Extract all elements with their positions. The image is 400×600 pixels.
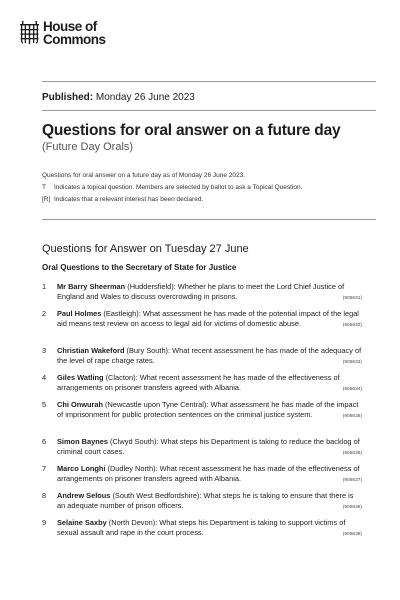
question-body bbox=[57, 491, 362, 513]
question-constituency: (Huddersfield): bbox=[125, 282, 178, 291]
sub-heading: Oral Questions to the Secretary of State for Justice bbox=[42, 263, 237, 272]
note-topical bbox=[42, 182, 376, 194]
page-subtitle: (Future Day Orals) bbox=[42, 141, 134, 153]
question-item bbox=[42, 491, 362, 513]
question-reference: (905637) bbox=[342, 478, 362, 483]
question-body bbox=[57, 282, 362, 304]
question-body bbox=[57, 437, 362, 459]
question-number: 9 bbox=[42, 518, 47, 527]
question-member: Mr Barry Sheerman bbox=[57, 282, 126, 291]
question-item bbox=[42, 437, 362, 459]
page-title: Questions for oral answer on a future day bbox=[42, 122, 341, 139]
question-reference: (905635) bbox=[342, 414, 362, 419]
question-text: What recent assessment he has made of the effectiveness of arrangements on prisoner transfers agreed with Albania. bbox=[57, 373, 340, 392]
question-constituency: (Eastleigh): bbox=[101, 309, 143, 318]
note-key: [R] bbox=[42, 196, 51, 203]
question-body bbox=[57, 464, 362, 486]
question-constituency: (Bury South): bbox=[124, 346, 173, 355]
question-member: Paul Holmes bbox=[57, 309, 102, 318]
question-constituency: (Clacton): bbox=[103, 373, 140, 382]
question-body bbox=[57, 373, 362, 395]
published-date: Monday 26 June 2023 bbox=[95, 92, 195, 103]
question-body bbox=[57, 518, 362, 540]
note-relevant-interest bbox=[42, 194, 376, 206]
question-number: 4 bbox=[42, 373, 47, 382]
divider-published bbox=[42, 110, 376, 111]
question-member: Chi Onwurah bbox=[57, 400, 103, 409]
question-member: Andrew Selous bbox=[57, 491, 111, 500]
question-reference: (905632) bbox=[342, 323, 362, 328]
question-reference: (905633) bbox=[342, 360, 362, 365]
section-heading: Questions for Answer on Tuesday 27 June bbox=[42, 243, 249, 255]
question-body bbox=[57, 400, 362, 422]
note-text: Indicates a topical question. Members are selected by ballot to ask a Topical Question. bbox=[54, 184, 303, 191]
question-text: What steps he is taking to ensure that there is an adequate number of prison officers. bbox=[57, 491, 354, 510]
intro-line: Questions for oral answer on a future day as of Monday 26 June 2023. bbox=[42, 172, 246, 179]
question-item bbox=[42, 373, 362, 395]
question-item bbox=[42, 518, 362, 540]
question-text: What steps his Department is taking to support victims of sexual assault and rape in the court process. bbox=[57, 518, 346, 537]
question-text: What steps his Department is taking to reduce the backlog of criminal court cases. bbox=[57, 437, 360, 456]
question-text: What assessment he has made of the impact of imprisonment for public protection sentences on the criminal justice system. bbox=[57, 400, 359, 419]
logo-wordmark bbox=[43, 21, 106, 46]
note-text: Indicates that a relevant interest has been declared. bbox=[54, 196, 204, 203]
question-number: 2 bbox=[42, 309, 47, 318]
question-number: 7 bbox=[42, 464, 47, 473]
question-reference: (905636) bbox=[342, 451, 362, 456]
question-item bbox=[42, 346, 362, 368]
question-item bbox=[42, 282, 362, 304]
question-constituency: (North Devon): bbox=[106, 518, 160, 527]
question-constituency: (Clwyd South): bbox=[107, 437, 161, 446]
question-number: 1 bbox=[42, 282, 47, 291]
question-item bbox=[42, 464, 362, 486]
intro-block bbox=[42, 170, 376, 206]
question-text: What recent assessment he has made of the adequacy of the level of rape charge rates. bbox=[57, 346, 362, 365]
published-label: Published: bbox=[42, 92, 94, 103]
question-text: Whether he plans to meet the Lord Chief Justice of England and Wales to discuss overcrowding in prisons. bbox=[57, 282, 345, 301]
published-line bbox=[42, 92, 195, 103]
question-body bbox=[57, 309, 362, 331]
question-text: What assessment he has made of the potential impact of the legal aid means test review on access to legal aid for victims of domestic abuse. bbox=[57, 309, 359, 328]
question-reference: (905634) bbox=[342, 387, 362, 392]
question-text: What recent assessment he has made of the effectiveness of arrangements on prisoner transfers agreed with Albania. bbox=[57, 464, 360, 483]
question-body bbox=[57, 346, 362, 368]
question-member: Giles Watling bbox=[57, 373, 104, 382]
question-member: Selaine Saxby bbox=[57, 518, 107, 527]
question-item bbox=[42, 309, 362, 331]
question-constituency: (South West Bedfordshire): bbox=[110, 491, 204, 500]
question-number: 6 bbox=[42, 437, 47, 446]
question-reference: (905639) bbox=[342, 532, 362, 537]
question-item bbox=[42, 400, 362, 422]
question-constituency: (Newcastle upon Tyne Central): bbox=[103, 400, 211, 409]
question-member: Simon Baynes bbox=[57, 437, 108, 446]
divider-intro bbox=[42, 219, 376, 220]
portcullis-icon bbox=[20, 21, 39, 45]
question-reference: (905631) bbox=[342, 296, 362, 301]
question-member: Christian Wakeford bbox=[57, 346, 125, 355]
logo-line-1: House of bbox=[43, 19, 97, 34]
question-reference: (905638) bbox=[342, 505, 362, 510]
question-number: 3 bbox=[42, 346, 47, 355]
house-of-commons-logo bbox=[20, 21, 106, 46]
question-number: 8 bbox=[42, 491, 47, 500]
logo-line-2: Commons bbox=[43, 31, 106, 47]
question-constituency: (Dudley North): bbox=[105, 464, 160, 473]
question-number: 5 bbox=[42, 400, 47, 409]
divider-top bbox=[42, 81, 376, 82]
question-member: Marco Longhi bbox=[57, 464, 106, 473]
note-key: T bbox=[42, 184, 46, 191]
